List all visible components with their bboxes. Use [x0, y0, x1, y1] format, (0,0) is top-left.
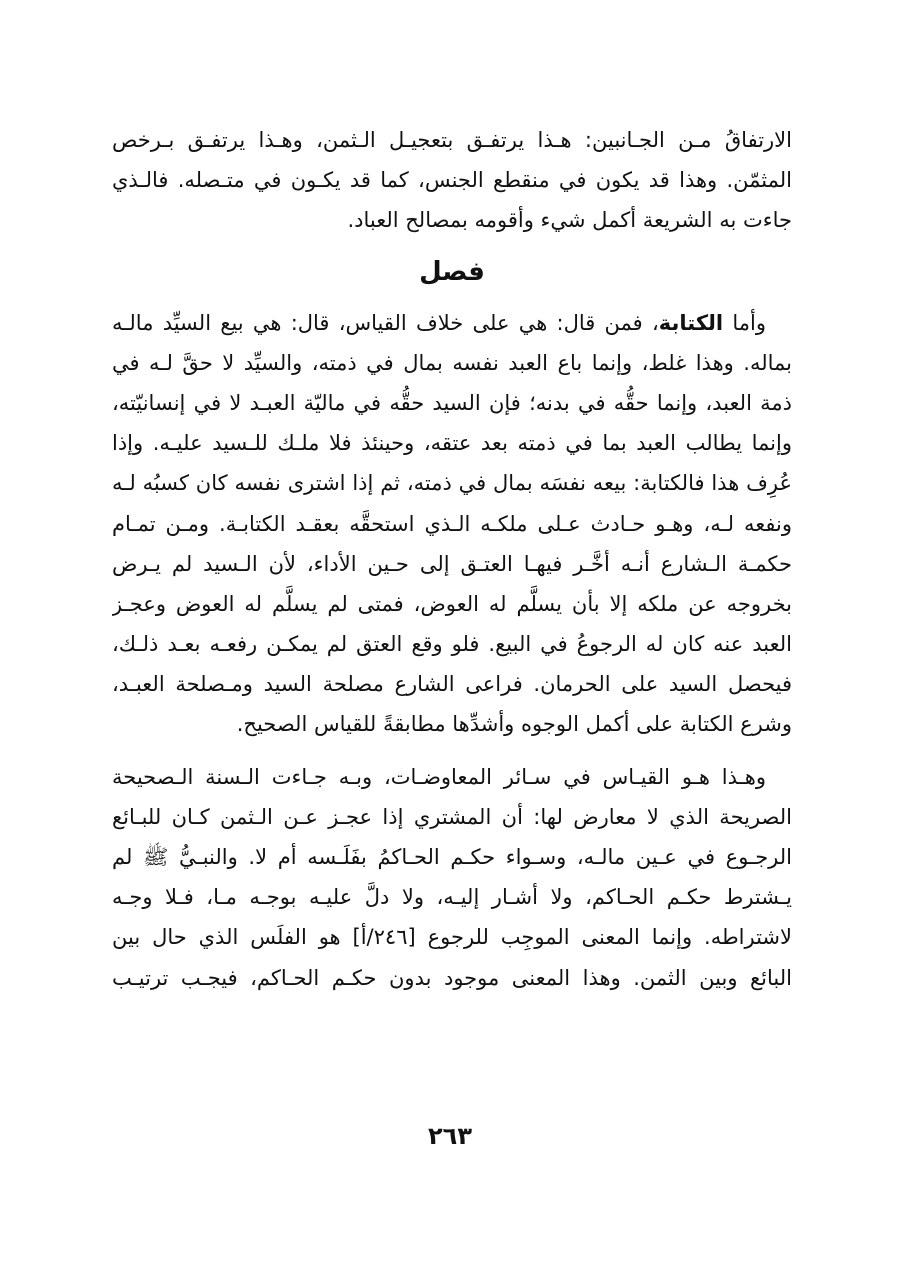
paragraph-qiyas — [112, 757, 792, 998]
book-page — [112, 120, 792, 1220]
text-line: حكمـة الـشارع أنـه أخَّـر فيهـا العتـق إلى حـين الأداء، لأن الـسيد لم يـرض — [112, 551, 792, 576]
section-heading: فصل — [419, 256, 485, 287]
text-line: المثمّن. وهذا قد يكون في منقطع الجنس، كما قد يكـون في متـصله. فالـذي — [112, 168, 792, 193]
intro-paragraph — [112, 120, 792, 241]
text-line: فيحصل السيد على الحرمان. فراعى الشارع مصلحة السيد ومـصلحة العبـد، — [112, 672, 792, 697]
text-line: جاءت به الشريعة أكمل شيء وأقومه بمصالح العباد. — [347, 208, 792, 233]
text-line — [112, 303, 792, 343]
page-number: ٢٦٣ — [428, 1122, 472, 1150]
text-line: وشرع الكتابة على أكمل الوجوه وأشدِّها مطابقةً للقياس الصحيح. — [236, 712, 792, 737]
text-line: وإنما يطالب العبد بما في ذمته بعد عتقه، وحينئذ فلا ملـك للـسيد عليـه. وإذا — [112, 431, 792, 456]
text-line: البائع وبين الثمن. وهذا المعنى موجود بدون حكـم الحـاكم، فيجـب ترتيـب — [112, 965, 792, 990]
text-line: ونفعه لـه، وهـو حـادث عـلى ملكـه الـذي استحقَّه بعقـد الكتابـة. ومـن تمـام — [112, 511, 792, 536]
text-line: عُرِف هذا فالكتابة: بيعه نفسَه بمال في ذمته، ثم إذا اشترى نفسه كان كسبُه لـه — [112, 471, 792, 496]
text-line: الصريحة الذي لا معارض لها: أن المشتري إذا عجـز عـن الـثمن كـان للبـائع — [112, 804, 792, 829]
text-line: ذمة العبد، وإنما حقُّه في بدنه؛ فإن السيد حقُّه في ماليّة العبـد لا في إنسانيّته، — [112, 390, 792, 415]
text-line: يـشترط حكـم الحـاكم، ولا أشـار إليـه، ولا دلَّ عليـه بوجـه مـا، فـلا وجـه — [112, 885, 792, 910]
line-rest: ، فمن قال: هي على خلاف القياس، قال: هي بيع السيِّد مالـه — [112, 310, 659, 335]
bold-term: الكتابة — [658, 310, 724, 335]
text-line: بخروجه عن ملكه إلا بأن يسلَّم له العوض، فمتى لم يسلَّم له العوض وعجـز — [112, 591, 792, 616]
line-prefix: وأما — [723, 310, 766, 335]
text-line: العبد عنه كان له الرجوعُ في البيع. فلو وقع العتق لم يمكـن رفعـه بعـد ذلـك، — [112, 632, 792, 657]
text-line: بماله. وهذا غلط، وإنما باع العبد نفسه بمال في ذمته، والسيِّد لا حقَّ لـه في — [112, 350, 792, 375]
text-line: وهـذا هـو القيـاس في سـائر المعاوضـات، وبـه جـاءت الـسنة الـصحيحة — [112, 764, 766, 789]
text-line: الارتفاقُ مـن الجـانبين: هـذا يرتفـق بتعجيـل الـثمن، وهـذا يرتفـق بـرخص — [112, 128, 792, 152]
text-line: لاشتراطه. وإنما المعنى الموجِب للرجوع [٢٤٦/أ] هو الفلَس الذي حال بين — [112, 925, 792, 950]
paragraph-kitaba — [112, 303, 792, 745]
paragraph-gap — [112, 745, 792, 757]
text-line: الرجـوع في عـين مالـه، وسـواء حكـم الحـاكمُ بفَلَـسه أم لا. والنبـيُّ ﷺ لم — [112, 845, 792, 869]
